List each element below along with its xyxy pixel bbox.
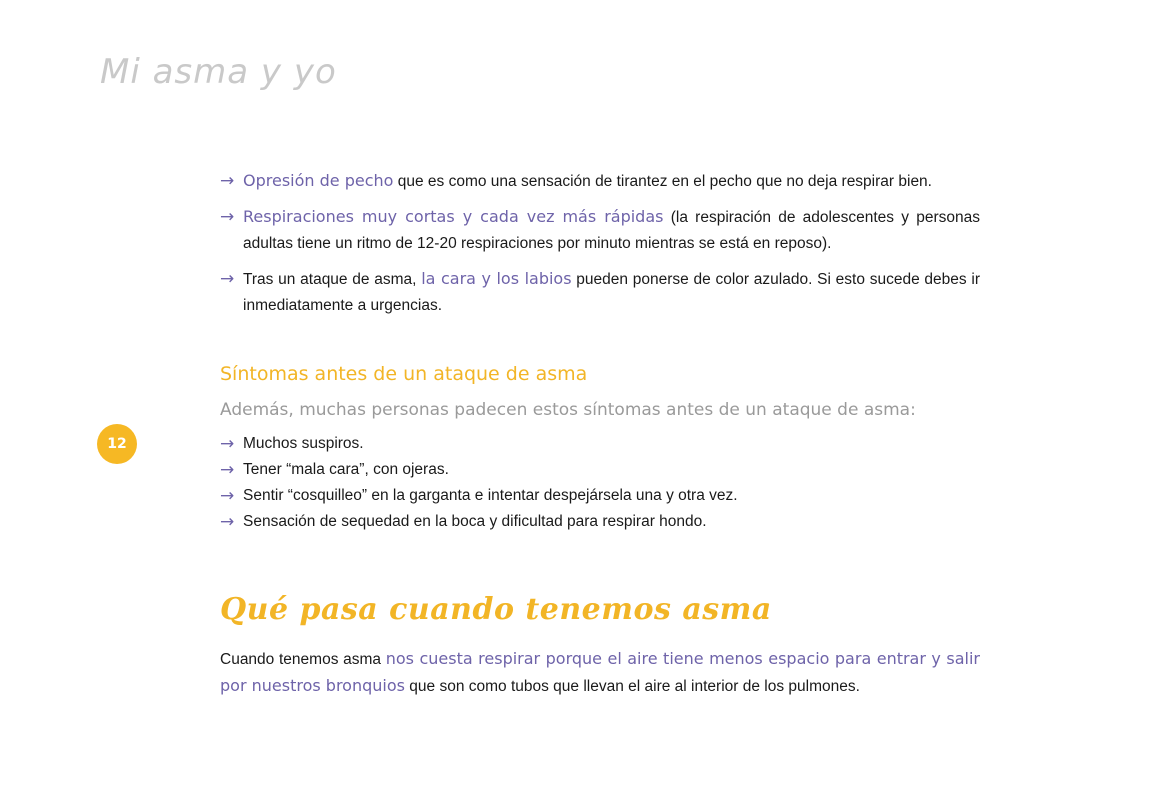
arrow-right-icon: →: [220, 207, 235, 227]
body-text: Tras un ataque de asma,: [243, 271, 422, 288]
arrow-right-icon: →: [220, 460, 235, 480]
list-item-text: Tener “mala cara”, con ojeras.: [243, 461, 449, 478]
symptom-item-text: [243, 168, 980, 195]
list-item-text: Sentir “cosquilleo” en la garganta e intentar despejársela una y otra vez.: [243, 487, 738, 504]
highlight-text: Opresión de pecho: [243, 171, 394, 190]
section-heading: Qué pasa cuando tenemos asma: [220, 592, 772, 627]
section-paragraph: [220, 646, 980, 700]
body-text: (la respiración de adolescentes y personas adultas tiene un ritmo de 12-20 respiraciones por minuto mientras se está en reposo).: [243, 209, 980, 252]
list-item: [220, 457, 980, 483]
arrow-right-icon: →: [220, 171, 235, 191]
section-subheading: Síntomas antes de un ataque de asma: [220, 363, 588, 385]
list-item-text: Sensación de sequedad en la boca y dificultad para respirar hondo.: [243, 513, 707, 530]
list-item: [220, 483, 980, 509]
highlight-text: la cara y los labios: [421, 269, 572, 288]
arrow-right-icon: →: [220, 269, 235, 289]
symptom-item: [220, 168, 980, 195]
page-content: [220, 168, 980, 700]
arrow-right-icon: →: [220, 512, 235, 532]
symptom-item-text: [243, 204, 980, 257]
section-intro: Además, muchas personas padecen estos síntomas antes de un ataque de asma:: [220, 400, 916, 420]
page-number-badge: 12: [97, 424, 137, 464]
highlight-text: nos cuesta respirar porque el aire tiene menos espacio para entrar y salir por nuestros bronquios: [220, 649, 980, 695]
body-text: que es como una sensación de tirantez en el pecho que no deja respirar bien.: [393, 173, 932, 190]
body-text: Cuando tenemos asma: [220, 651, 386, 668]
highlight-text: Respiraciones muy cortas y cada vez más rápidas: [243, 207, 664, 226]
list-item-text: Muchos suspiros.: [243, 435, 364, 452]
arrow-right-icon: →: [220, 434, 235, 454]
running-title: Mi asma y yo: [100, 52, 337, 92]
symptom-item-text: [243, 266, 980, 319]
list-item: [220, 509, 980, 535]
arrow-right-icon: →: [220, 486, 235, 506]
list-item: [220, 431, 980, 457]
body-text: que son como tubos que llevan el aire al interior de los pulmones.: [404, 678, 860, 695]
body-text: pueden ponerse de color azulado. Si esto sucede debes ir inmediatamente a urgencias.: [243, 271, 980, 314]
pre-attack-list: [220, 431, 980, 535]
symptom-item: [220, 204, 980, 257]
symptom-item: [220, 266, 980, 319]
